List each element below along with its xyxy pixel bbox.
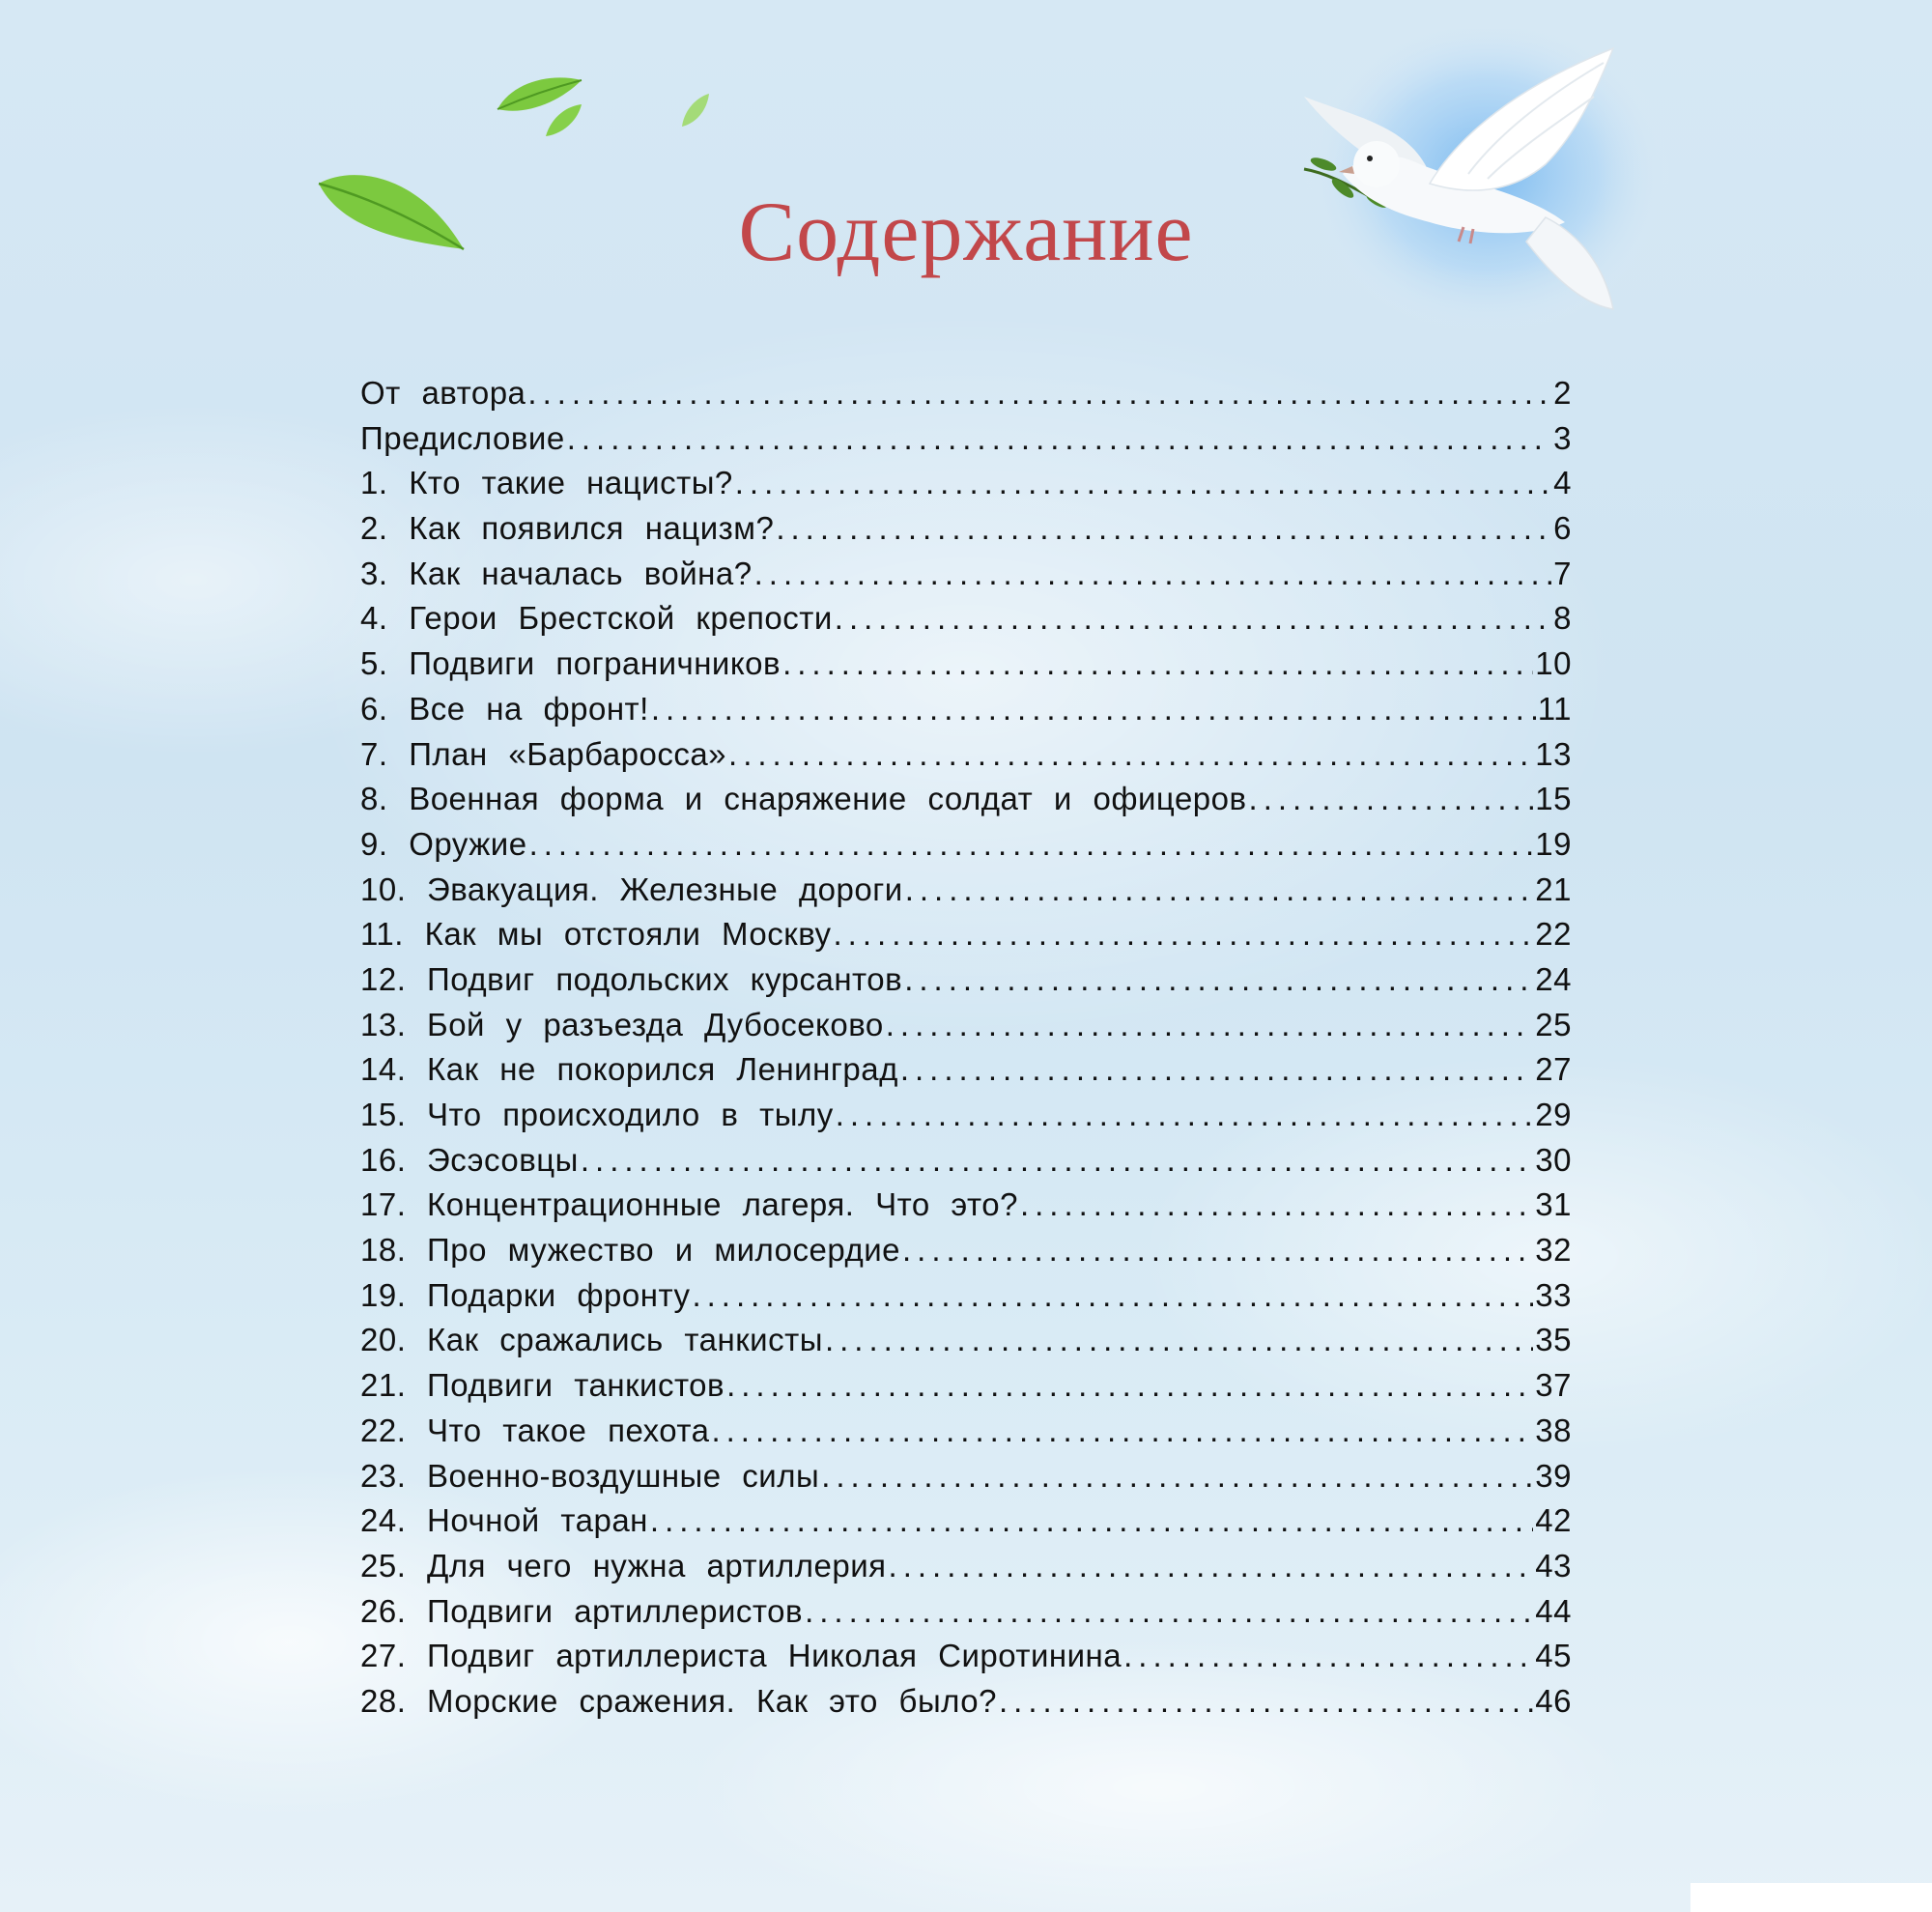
- toc-entry[interactable]: [360, 691, 1572, 736]
- toc-leader-dots: [905, 871, 1534, 908]
- toc-entry-label: 11. Как мы отстояли Москву: [360, 916, 832, 953]
- toc-entry[interactable]: [360, 781, 1572, 826]
- toc-entry-page-number: 2: [1553, 375, 1572, 411]
- toc-leader-dots: [835, 600, 1551, 637]
- toc-leader-dots: [821, 1458, 1533, 1495]
- toc-leader-dots: [999, 1683, 1533, 1720]
- toc-entry-page-number: 31: [1535, 1186, 1572, 1223]
- toc-entry-page-number: 44: [1535, 1592, 1572, 1629]
- toc-entry-label: 26. Подвиги артиллеристов: [360, 1592, 804, 1629]
- toc-entry-label: 24. Ночной таран: [360, 1502, 648, 1539]
- toc-leader-dots: [782, 645, 1533, 682]
- toc-entry[interactable]: [360, 1548, 1572, 1593]
- toc-entry-page-number: 25: [1535, 1006, 1572, 1042]
- toc-entry-label: От автора: [360, 375, 526, 411]
- toc-leader-dots: [735, 465, 1551, 501]
- toc-entry[interactable]: [360, 1097, 1572, 1142]
- toc-entry-page-number: 3: [1553, 419, 1572, 456]
- toc-entry-label: 12. Подвиг подольских курсантов: [360, 960, 903, 997]
- toc-leader-dots: [567, 420, 1551, 457]
- table-of-contents: [360, 375, 1572, 1728]
- toc-leader-dots: [889, 1548, 1534, 1584]
- toc-entry-label: 21. Подвиги танкистов: [360, 1367, 725, 1404]
- toc-entry-label: 8. Военная форма и снаряжение солдат и офицеров: [360, 781, 1247, 817]
- toc-entry-label: 5. Подвиги пограничников: [360, 645, 781, 682]
- toc-entry-label: 14. Как не покорился Ленинград: [360, 1051, 898, 1088]
- toc-leader-dots: [529, 826, 1534, 863]
- toc-entry-page-number: 29: [1535, 1097, 1572, 1132]
- toc-leader-dots: [728, 736, 1533, 773]
- toc-entry-label: 1. Кто такие нацисты?: [360, 465, 733, 501]
- toc-leader-dots: [1249, 781, 1534, 817]
- toc-leader-dots: [650, 1502, 1533, 1539]
- toc-entry-label: 17. Концентрационные лагеря. Что это?: [360, 1186, 1018, 1223]
- toc-leader-dots: [1020, 1186, 1533, 1223]
- toc-entry[interactable]: [360, 736, 1572, 782]
- toc-entry[interactable]: [360, 420, 1572, 466]
- toc-entry[interactable]: [360, 826, 1572, 871]
- toc-entry-page-number: 43: [1535, 1547, 1572, 1584]
- toc-entry-label: 18. Про мужество и милосердие: [360, 1232, 900, 1269]
- toc-entry-label: 27. Подвиг артиллериста Николая Сиротинина: [360, 1638, 1122, 1674]
- toc-entry-label: 13. Бой у разъезда Дубосеково: [360, 1006, 884, 1042]
- toc-entry-label: 16. Эсэсовцы: [360, 1141, 579, 1178]
- toc-entry-page-number: 37: [1535, 1367, 1572, 1404]
- toc-entry-page-number: 33: [1535, 1276, 1572, 1313]
- toc-leader-dots: [527, 375, 1551, 412]
- toc-leader-dots: [886, 1007, 1534, 1043]
- toc-leader-dots: [834, 916, 1534, 953]
- toc-leader-dots: [1123, 1638, 1533, 1674]
- toc-entry-page-number: 4: [1553, 465, 1572, 501]
- toc-leader-dots: [825, 1322, 1533, 1358]
- toc-leader-dots: [836, 1097, 1534, 1133]
- toc-entry-label: 23. Военно-воздушные силы: [360, 1457, 820, 1494]
- toc-entry[interactable]: [360, 1593, 1572, 1639]
- toc-entry-label: Предисловие: [360, 419, 565, 456]
- toc-entry-page-number: 13: [1535, 735, 1572, 772]
- toc-entry[interactable]: [360, 600, 1572, 645]
- toc-leader-dots: [692, 1277, 1533, 1314]
- toc-entry-page-number: 15: [1535, 781, 1572, 817]
- toc-entry-label: 7. План «Барбаросса»: [360, 735, 727, 772]
- toc-entry-label: 3. Как началась война?: [360, 555, 753, 591]
- toc-entry-page-number: 35: [1535, 1322, 1572, 1358]
- toc-entry[interactable]: [360, 556, 1572, 601]
- toc-entry[interactable]: [360, 871, 1572, 917]
- toc-entry-page-number: 46: [1535, 1682, 1572, 1719]
- toc-leader-dots: [711, 1413, 1533, 1449]
- toc-leader-dots: [805, 1593, 1533, 1630]
- toc-entry[interactable]: [360, 1413, 1572, 1458]
- toc-entry[interactable]: [360, 1007, 1572, 1052]
- toc-entry[interactable]: [360, 1232, 1572, 1277]
- toc-entry-page-number: 8: [1553, 600, 1572, 637]
- toc-entry[interactable]: [360, 1638, 1572, 1683]
- toc-leader-dots: [904, 961, 1533, 998]
- toc-entry[interactable]: [360, 1458, 1572, 1503]
- toc-leader-dots: [776, 510, 1551, 547]
- toc-entry[interactable]: [360, 1142, 1572, 1187]
- toc-entry-label: 28. Морские сражения. Как это было?: [360, 1682, 998, 1719]
- toc-leader-dots: [726, 1367, 1533, 1404]
- toc-leader-dots: [900, 1051, 1533, 1088]
- toc-entry[interactable]: [360, 375, 1572, 420]
- toc-entry[interactable]: [360, 1367, 1572, 1413]
- toc-entry-page-number: 38: [1535, 1412, 1572, 1448]
- toc-entry[interactable]: [360, 510, 1572, 556]
- toc-entry-label: 15. Что происходило в тылу: [360, 1097, 834, 1132]
- toc-entry-page-number: 30: [1535, 1141, 1572, 1178]
- leaf-icon: [541, 101, 584, 140]
- toc-entry-label: 9. Оружие: [360, 825, 527, 862]
- toc-leader-dots: [581, 1142, 1533, 1179]
- toc-entry[interactable]: [360, 916, 1572, 961]
- toc-entry[interactable]: [360, 645, 1572, 691]
- toc-entry[interactable]: [360, 1277, 1572, 1323]
- toc-entry[interactable]: [360, 1186, 1572, 1232]
- toc-entry-page-number: 21: [1535, 870, 1572, 907]
- toc-leader-dots: [754, 556, 1552, 592]
- toc-entry-label: 10. Эвакуация. Железные дороги: [360, 870, 903, 907]
- toc-entry-label: 2. Как появился нацизм?: [360, 510, 775, 547]
- toc-entry-page-number: 27: [1535, 1051, 1572, 1088]
- toc-entry-page-number: 24: [1535, 960, 1572, 997]
- toc-entry-label: 25. Для чего нужна артиллерия: [360, 1547, 887, 1584]
- toc-leader-dots: [902, 1232, 1533, 1269]
- toc-entry-label: 19. Подарки фронту: [360, 1276, 691, 1313]
- toc-entry-page-number: 10: [1535, 645, 1572, 682]
- toc-entry[interactable]: [360, 1322, 1572, 1367]
- toc-entry[interactable]: [360, 961, 1572, 1007]
- page-corner: [1690, 1883, 1932, 1912]
- toc-leader-dots: [651, 691, 1536, 728]
- toc-entry-page-number: 11: [1537, 690, 1572, 727]
- toc-entry-page-number: 6: [1553, 510, 1572, 547]
- toc-entry-label: 22. Что такое пехота: [360, 1412, 710, 1448]
- toc-entry-page-number: 42: [1535, 1502, 1572, 1539]
- toc-entry-page-number: 7: [1553, 555, 1572, 591]
- toc-entry-page-number: 45: [1535, 1638, 1572, 1674]
- leaf-icon: [678, 92, 712, 130]
- toc-entry-page-number: 19: [1535, 825, 1572, 862]
- toc-entry-page-number: 32: [1535, 1232, 1572, 1269]
- toc-entry[interactable]: [360, 465, 1572, 510]
- toc-entry-page-number: 39: [1535, 1457, 1572, 1494]
- toc-entry-page-number: 22: [1535, 916, 1572, 953]
- toc-entry[interactable]: [360, 1502, 1572, 1548]
- toc-entry[interactable]: [360, 1683, 1572, 1728]
- toc-entry[interactable]: [360, 1051, 1572, 1097]
- toc-entry-label: 4. Герои Брестской крепости: [360, 600, 833, 637]
- toc-entry-label: 6. Все на фронт!: [360, 690, 649, 727]
- toc-entry-label: 20. Как сражались танкисты: [360, 1322, 823, 1358]
- page-title: Содержание: [738, 185, 1194, 279]
